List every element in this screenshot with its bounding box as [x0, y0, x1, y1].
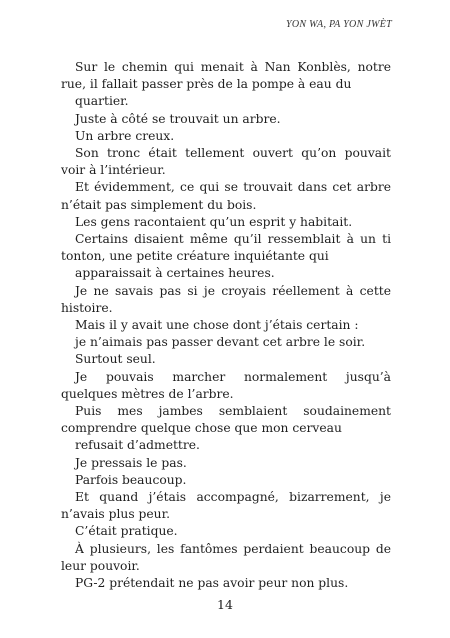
paragraph: Et quand j’étais accompagné, bizarrement, je n’avais plus peur. — [61, 490, 391, 522]
paragraph: À plusieurs, les fantômes perdaient beaucoup de leur pouvoir. — [61, 541, 391, 573]
paragraph: Son tronc était tellement ouvert qu’on pouvait voir à l’intérieur. — [61, 146, 391, 178]
paragraph: refusait d’admettre. — [75, 438, 200, 453]
paragraph: PG-2 prétendait ne pas avoir peur non plus. — [75, 576, 349, 591]
body-text — [61, 59, 391, 592]
paragraph: Sur le chemin qui menait à Nan Konblès, notre rue, il fallait passer près de la pompe à eau du — [61, 60, 391, 92]
paragraph: Un arbre creux. — [75, 128, 175, 143]
paragraph: Certains disaient même qu’il ressemblait à un ti tonton, une petite créature inquiétante qui — [61, 232, 391, 264]
paragraph: je n’aimais pas passer devant cet arbre le soir. — [75, 335, 366, 350]
paragraph: Mais il y avait une chose dont j’étais certain : — [75, 318, 359, 333]
paragraph: Je pressais le pas. — [75, 455, 187, 470]
paragraph: Surtout seul. — [75, 352, 156, 367]
paragraph: Et évidemment, ce qui se trouvait dans cet arbre n’était pas simplement du bois. — [61, 180, 391, 212]
paragraph: apparaissait à certaines heures. — [75, 266, 275, 281]
paragraph: Les gens racontaient qu’un esprit y habitait. — [75, 214, 353, 229]
paragraph: Je pouvais marcher normalement jusqu’à quelques mètres de l’arbre. — [61, 369, 391, 401]
paragraph: Parfois beaucoup. — [75, 472, 187, 487]
paragraph: Juste à côté se trouvait un arbre. — [75, 111, 281, 126]
paragraph: quartier. — [75, 94, 129, 109]
page-number: 14 — [217, 597, 233, 612]
paragraph: Puis mes jambes semblaient soudainement comprendre quelque chose que mon cerveau — [61, 404, 391, 436]
paragraph: Je ne savais pas si je croyais réellement à cette histoire. — [61, 283, 391, 315]
paragraph: C’était pratique. — [75, 524, 178, 539]
running-header: YON WA, PA YON JWÈT — [285, 19, 392, 30]
